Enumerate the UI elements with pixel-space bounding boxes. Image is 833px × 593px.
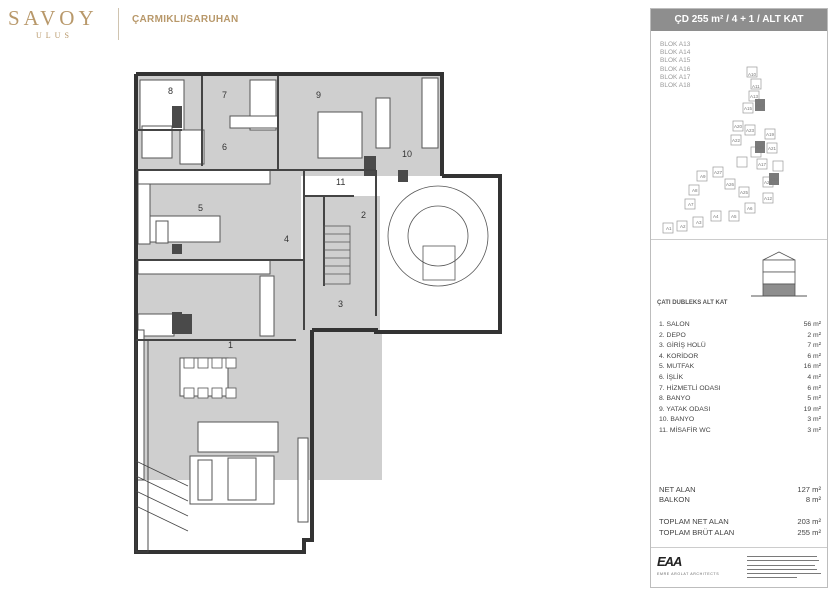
- room-area: 5 m²: [807, 395, 821, 403]
- room-row: [659, 331, 821, 342]
- section-label: ÇATI DUBLEKS ALT KAT: [657, 300, 728, 306]
- room-label-10: 10: [402, 149, 413, 159]
- room-row: [659, 352, 821, 363]
- room-name: 9. YATAK ODASI: [659, 405, 711, 413]
- floor-plan: [128, 66, 518, 556]
- total-area: 203 m²: [797, 517, 821, 527]
- room-row: [659, 384, 821, 395]
- block-item: BLOK A16: [660, 65, 691, 73]
- room-area: 3 m²: [807, 426, 821, 434]
- room-row: [659, 373, 821, 384]
- site-label: A2: [680, 224, 686, 229]
- site-label: A3: [696, 220, 702, 225]
- block-list: [660, 41, 690, 90]
- total-name: TOPLAM NET ALAN: [659, 517, 729, 527]
- room-label-3: 3: [338, 299, 344, 309]
- site-label: A27: [714, 170, 723, 175]
- site-label: A26: [726, 182, 735, 187]
- site-label: A14: [756, 103, 765, 108]
- total-name: BALKON: [659, 495, 690, 505]
- site-label: A4: [713, 214, 719, 219]
- site-label: A19: [766, 132, 775, 137]
- block-item: BLOK A14: [660, 49, 691, 57]
- room-name: 6. İŞLİK: [659, 373, 684, 381]
- room-row: [659, 362, 821, 373]
- room-label-8: 8: [168, 86, 174, 96]
- architect-name: EMRE AROLAT ARCHITECTS: [657, 572, 720, 576]
- room-list: [659, 320, 821, 437]
- room-label-4: 4: [284, 234, 290, 244]
- block-item: BLOK A15: [660, 57, 691, 65]
- room-name: 8. BANYO: [659, 395, 691, 403]
- brand-logo: [0, 0, 118, 46]
- site-label: A12: [764, 196, 773, 201]
- room-area: 2 m²: [807, 331, 821, 339]
- site-label: A25: [740, 190, 749, 195]
- total-row: [659, 528, 821, 538]
- header-divider: [118, 8, 119, 40]
- site-label: A20: [734, 124, 743, 129]
- panel-footer: [651, 547, 827, 588]
- total-row: [659, 495, 821, 505]
- site-label: A24: [764, 180, 773, 185]
- room-row: [659, 426, 821, 437]
- room-area: 3 m²: [807, 416, 821, 424]
- total-name: NET ALAN: [659, 485, 696, 494]
- info-panel: [650, 8, 828, 588]
- block-item: BLOK A18: [660, 82, 691, 90]
- room-row: [659, 394, 821, 405]
- room-name: 7. HİZMETLİ ODASI: [659, 384, 721, 392]
- room-name: 2. DEPO: [659, 331, 686, 339]
- brand-sub: ULUS: [36, 31, 73, 40]
- block-item: BLOK A13: [660, 41, 691, 48]
- room-label-1: 1: [228, 340, 234, 350]
- site-label: A8: [692, 188, 698, 193]
- room-label-2: 2: [361, 210, 367, 220]
- room-area: 19 m²: [803, 405, 821, 413]
- room-area: 4 m²: [807, 373, 821, 381]
- total-row: [659, 485, 821, 495]
- total-row: [659, 517, 821, 527]
- site-label: A23: [746, 128, 755, 133]
- room-row: [659, 405, 821, 416]
- total-area: 8 m²: [805, 495, 821, 505]
- site-label: A16: [756, 145, 765, 150]
- room-label-6: 6: [222, 142, 228, 152]
- site-label: A11: [752, 84, 760, 89]
- brand-name: SAVOY: [8, 6, 98, 30]
- room-label-7: 7: [222, 90, 228, 100]
- room-row: [659, 341, 821, 352]
- room-name: 10. BANYO: [659, 416, 695, 424]
- room-row: [659, 320, 821, 331]
- architect-logo: EAA: [657, 554, 682, 569]
- site-label: A17: [758, 162, 767, 167]
- area-totals: [659, 485, 821, 538]
- site-label: A1: [666, 226, 672, 231]
- section-diagram: [651, 239, 827, 312]
- total-area: 127 m²: [797, 485, 821, 494]
- room-name: 1. SALON: [659, 321, 690, 328]
- site-label: A18: [770, 177, 779, 182]
- site-label: A21: [768, 146, 777, 151]
- site-label: A15: [744, 106, 753, 111]
- room-area: 56 m²: [803, 321, 821, 328]
- room-name: 3. GİRİŞ HOLÜ: [659, 342, 706, 350]
- site-label: A9: [700, 174, 706, 179]
- total-name: TOPLAM BRÜT ALAN: [659, 527, 735, 537]
- location-title: ÇARMIKLI/SARUHAN: [132, 14, 239, 25]
- site-label: A13: [750, 94, 759, 99]
- room-area: 16 m²: [803, 363, 821, 371]
- disclaimer-text: [747, 556, 821, 580]
- site-label: A22: [732, 138, 741, 143]
- site-label: A6: [747, 206, 753, 211]
- block-item: BLOK A17: [660, 73, 691, 81]
- room-name: 11. MİSAFİR WC: [659, 426, 711, 434]
- site-label: A10: [748, 72, 757, 77]
- room-area: 6 m²: [807, 384, 821, 392]
- unit-title: ÇD 255 m² / 4 + 1 / ALT KAT: [651, 9, 827, 31]
- room-row: [659, 415, 821, 426]
- room-name: 5. MUTFAK: [659, 363, 695, 371]
- room-label-5: 5: [198, 203, 204, 213]
- room-label-9: 9: [316, 90, 322, 100]
- room-label-11: 11: [336, 177, 346, 187]
- room-area: 7 m²: [807, 342, 821, 350]
- room-area: 6 m²: [807, 352, 821, 360]
- site-label: A7: [688, 202, 694, 207]
- total-area: 255 m²: [797, 527, 821, 537]
- room-name: 4. KORİDOR: [659, 352, 699, 360]
- site-label: A5: [731, 214, 737, 219]
